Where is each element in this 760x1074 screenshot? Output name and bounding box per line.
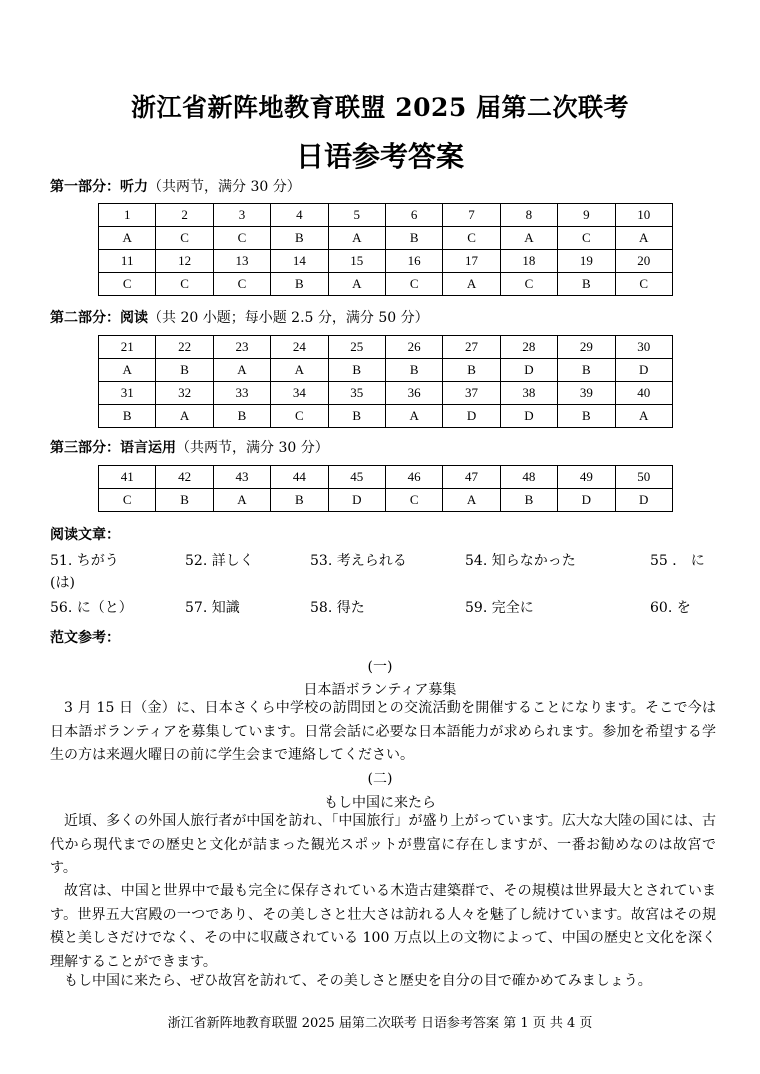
answer-cell: D — [615, 359, 672, 382]
part1-heading — [50, 176, 301, 196]
answer-cell: 36 — [385, 382, 442, 405]
answer-cell: B — [156, 489, 213, 512]
answer-table-row — [99, 405, 673, 428]
answer-cell: A — [328, 273, 385, 296]
answer-cell: 21 — [99, 336, 156, 359]
answer-cell: B — [156, 359, 213, 382]
answer-cell: 5 — [328, 204, 385, 227]
answer-cell: 12 — [156, 250, 213, 273]
answer-cell: 34 — [271, 382, 328, 405]
answer-cell: A — [213, 489, 270, 512]
answer-key-title: 日语参考答案 — [295, 140, 464, 173]
part3-answer-table — [98, 465, 673, 512]
answer-cell: 41 — [99, 466, 156, 489]
part2-heading-label: 第二部分：阅读 — [50, 310, 148, 326]
answer-cell: A — [615, 405, 672, 428]
essay2-marker: (二) — [367, 771, 393, 787]
answer-cell: C — [156, 227, 213, 250]
answer-cell: 50 — [615, 466, 672, 489]
answer-cell: 1 — [99, 204, 156, 227]
answer-cell: C — [500, 273, 557, 296]
answer-cell: 22 — [156, 336, 213, 359]
essay2-paragraph-1: 近頃、多くの外国人旅行者が中国を訪れ、「中国旅行」が盛り上がっています。広大な大陸の国には、古代から現代までの歴史と文化が詰まった観光スポットが豊富に存在しますが、一番お勧めなのは故宮です。 — [50, 813, 716, 876]
answer-cell: C — [558, 227, 615, 250]
answer-cell: 37 — [443, 382, 500, 405]
answer-cell: 14 — [271, 250, 328, 273]
answer-cell: 28 — [500, 336, 557, 359]
essay-heading: 范文参考： — [50, 630, 120, 646]
answer-cell: 16 — [385, 250, 442, 273]
answer-cell: B — [558, 273, 615, 296]
answer-cell: 44 — [271, 466, 328, 489]
answer-cell: C — [271, 405, 328, 428]
answer-cell: C — [213, 273, 270, 296]
answer-cell: 3 — [213, 204, 270, 227]
answer-cell: C — [99, 489, 156, 512]
answer-cell: 25 — [328, 336, 385, 359]
essay2-paragraph-2: 故宮は、中国と世界中で最も完全に保存されている木造古建築群で、その規模は世界最大とされています。世界五大宮殿の一つであり、その美しさと壮大さは訪れる人々を魅了し続けています。故宮はその規模と美しさだけでなく、その中に収蔵されている 100 万点以上の文物によって、中国の歴史と文化を深く理解することができます。 — [50, 883, 716, 970]
essay1-title: 日本語ボランティア募集 — [303, 682, 457, 698]
answer-table-row — [99, 204, 673, 227]
answer-cell: 31 — [99, 382, 156, 405]
answer-cell: C — [443, 227, 500, 250]
answer-table-row — [99, 336, 673, 359]
answer-cell: B — [443, 359, 500, 382]
answer-56: 56. に（と） — [50, 600, 133, 616]
answer-cell: A — [385, 405, 442, 428]
answer-table-row — [99, 359, 673, 382]
answer-cell: C — [385, 489, 442, 512]
answer-cell: 24 — [271, 336, 328, 359]
page-footer: 浙江省新阵地教育联盟 2025 届第二次联考 日语参考答案 第 1 页 共 4 页 — [167, 1016, 593, 1031]
part3-heading — [50, 437, 329, 457]
answer-cell: 45 — [328, 466, 385, 489]
answer-cell: B — [328, 405, 385, 428]
answer-cell: 2 — [156, 204, 213, 227]
answer-cell: 29 — [558, 336, 615, 359]
answer-cell: 11 — [99, 250, 156, 273]
answer-cell: B — [385, 359, 442, 382]
answer-cell: 30 — [615, 336, 672, 359]
answer-cell: A — [443, 273, 500, 296]
answer-cell: B — [500, 489, 557, 512]
answer-cell: 20 — [615, 250, 672, 273]
answer-cell: 23 — [213, 336, 270, 359]
answer-cell: 49 — [558, 466, 615, 489]
answer-cell: 27 — [443, 336, 500, 359]
answer-cell: 39 — [558, 382, 615, 405]
part1-note: （共两节，满分 30 分） — [148, 179, 301, 195]
answer-cell: 33 — [213, 382, 270, 405]
answer-cell: 47 — [443, 466, 500, 489]
answer-cell: 32 — [156, 382, 213, 405]
answer-55-cont: (は) — [50, 575, 75, 591]
answer-cell: B — [328, 359, 385, 382]
answer-cell: 35 — [328, 382, 385, 405]
part2-heading — [50, 307, 429, 327]
essay1-body: 3 月 15 日（金）に、日本さくら中学校の訪問団との交流活動を開催することになります。そこで今は日本語ボランティアを募集しています。日常会話に必要な日本語能力が求められます。参加を希望する学生の方は来週火曜日の前に学生会まで連絡してください。 — [50, 700, 716, 763]
answer-cell: 40 — [615, 382, 672, 405]
answer-cell: C — [156, 273, 213, 296]
essay2-title: もし中国に来たら — [324, 795, 436, 811]
answer-cell: 17 — [443, 250, 500, 273]
answer-cell: 6 — [385, 204, 442, 227]
answer-table-row — [99, 489, 673, 512]
answer-cell: C — [213, 227, 270, 250]
answer-54: 54. 知らなかった — [465, 553, 576, 569]
answer-cell: C — [615, 273, 672, 296]
answer-cell: D — [443, 405, 500, 428]
exam-title: 浙江省新阵地教育联盟 2025 届第二次联考 — [131, 93, 629, 122]
answer-60: 60. を — [650, 600, 691, 616]
answer-51: 51. ちがう — [50, 553, 119, 569]
answer-cell: C — [385, 273, 442, 296]
answer-table-row — [99, 382, 673, 405]
answer-cell: D — [558, 489, 615, 512]
essay1-marker: (一) — [367, 659, 393, 675]
answer-cell: 19 — [558, 250, 615, 273]
answer-cell: 43 — [213, 466, 270, 489]
part1-answer-table — [98, 203, 673, 296]
part3-note: （共两节，满分 30 分） — [176, 440, 329, 456]
answer-cell: B — [271, 489, 328, 512]
answer-cell: A — [500, 227, 557, 250]
answer-cell: A — [99, 359, 156, 382]
answer-cell: A — [213, 359, 270, 382]
answer-cell: A — [328, 227, 385, 250]
answer-cell: 8 — [500, 204, 557, 227]
answer-cell: 42 — [156, 466, 213, 489]
answer-table-row — [99, 273, 673, 296]
answer-cell: B — [271, 227, 328, 250]
answer-cell: B — [271, 273, 328, 296]
answer-cell: B — [99, 405, 156, 428]
part3-heading-label: 第三部分：语言运用 — [50, 440, 176, 456]
answer-cell: 26 — [385, 336, 442, 359]
answer-cell: 46 — [385, 466, 442, 489]
answer-cell: A — [443, 489, 500, 512]
answer-cell: 13 — [213, 250, 270, 273]
answer-53: 53. 考えられる — [310, 553, 407, 569]
answer-cell: 10 — [615, 204, 672, 227]
answer-cell: 9 — [558, 204, 615, 227]
answer-table-row — [99, 466, 673, 489]
part2-note: （共 20 小题；每小题 2.5 分，满分 50 分） — [148, 310, 429, 326]
answer-cell: B — [558, 405, 615, 428]
answer-cell: B — [213, 405, 270, 428]
answer-52: 52. 詳しく — [185, 553, 254, 569]
answer-57: 57. 知識 — [185, 600, 240, 616]
answer-cell: A — [615, 227, 672, 250]
answer-cell: A — [156, 405, 213, 428]
part2-answer-table — [98, 335, 673, 428]
answer-58: 58. 得た — [310, 600, 365, 616]
answer-table-row — [99, 227, 673, 250]
reading-heading: 阅读文章： — [50, 527, 120, 543]
essay2-paragraph-3: もし中国に来たら、ぜひ故宮を訪れて、その美しさと歴史を自分の目で確かめてみましょう。 — [64, 973, 652, 989]
answer-cell: 48 — [500, 466, 557, 489]
answer-cell: A — [271, 359, 328, 382]
answer-table-row — [99, 250, 673, 273]
answer-cell: 4 — [271, 204, 328, 227]
answer-cell: 15 — [328, 250, 385, 273]
answer-cell: D — [615, 489, 672, 512]
answer-cell: 18 — [500, 250, 557, 273]
answer-cell: D — [500, 359, 557, 382]
answer-cell: 38 — [500, 382, 557, 405]
answer-cell: D — [328, 489, 385, 512]
answer-cell: D — [500, 405, 557, 428]
answer-cell: 7 — [443, 204, 500, 227]
answer-cell: C — [99, 273, 156, 296]
part1-heading-label: 第一部分：听力 — [50, 179, 148, 195]
answer-cell: A — [99, 227, 156, 250]
answer-cell: B — [558, 359, 615, 382]
answer-cell: B — [385, 227, 442, 250]
answer-59: 59. 完全に — [465, 600, 534, 616]
answer-55: 55 ． に — [650, 553, 705, 569]
